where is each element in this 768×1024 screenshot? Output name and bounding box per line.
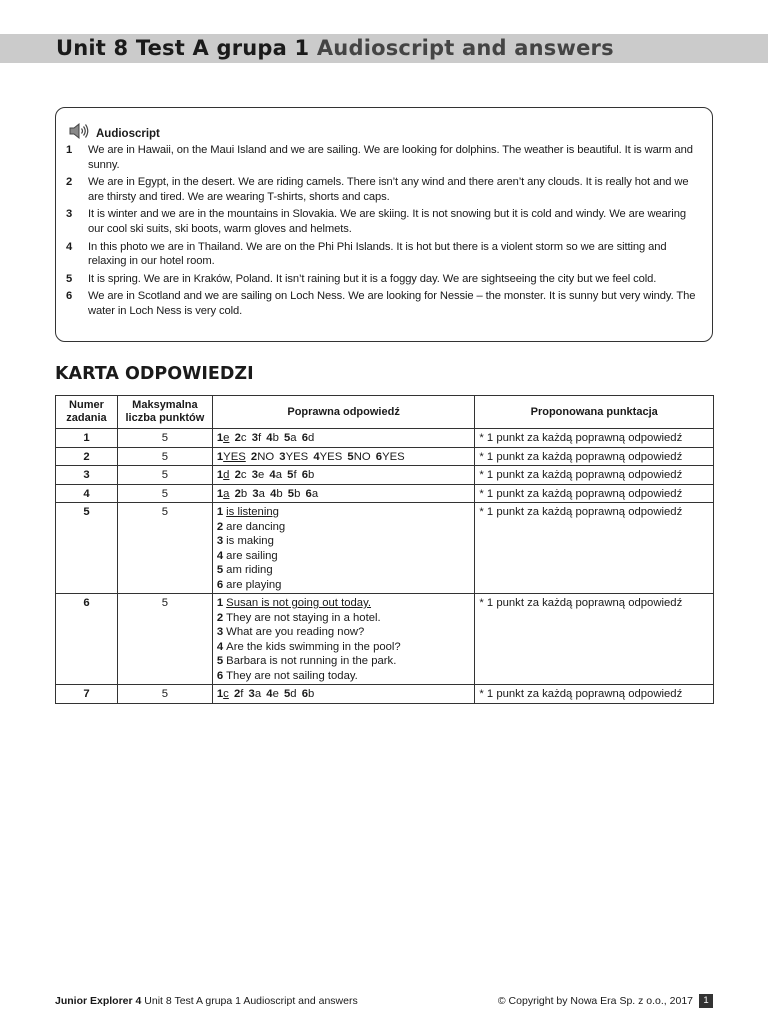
answer-value: Barbara is not running in the park.: [226, 655, 397, 667]
task-number: 3: [56, 466, 118, 485]
answer-pair: [302, 432, 316, 444]
answer-value: YES: [319, 450, 343, 463]
max-points: 5: [117, 429, 212, 448]
answer-value: a: [258, 487, 265, 500]
answer-index: 1: [216, 432, 224, 444]
page-title-main: Unit 8 Test A grupa 1: [56, 36, 310, 60]
max-points: 5: [117, 484, 212, 503]
task-number: 2: [56, 447, 118, 466]
answer-index: 5: [284, 432, 291, 444]
answer-value: is making: [226, 535, 274, 547]
answer-value: YES: [382, 450, 405, 463]
page-number: 1: [699, 994, 713, 1008]
answer-value: b: [308, 688, 315, 700]
answer-pair: [347, 451, 371, 463]
audioscript-item: [66, 207, 702, 236]
table-row: [56, 429, 714, 448]
audioscript-item-number: 3: [66, 208, 73, 221]
answer-line: [217, 578, 471, 593]
scoring-note: * 1 punkt za każdą poprawną odpowiedź: [475, 466, 714, 485]
correct-answer: [212, 447, 475, 466]
answer-value: d: [290, 688, 297, 700]
answer-value: a: [275, 469, 283, 481]
answer-index: 6: [301, 469, 309, 481]
footer-book: Junior Explorer 4: [55, 995, 142, 1007]
answer-line: [217, 534, 471, 549]
col-header-correct-answer: Poprawna odpowiedź: [212, 396, 475, 429]
answer-value: What are you reading now?: [226, 626, 365, 638]
answer-line: [217, 611, 471, 626]
answer-index: 4: [270, 487, 277, 500]
answer-index: 1: [216, 688, 224, 700]
answer-value: f: [293, 469, 297, 481]
answer-value: are sailing: [226, 549, 278, 562]
answer-value: e: [223, 432, 230, 444]
answer-index: 1: [216, 450, 224, 463]
answer-index: 2: [233, 688, 241, 700]
audioscript-item: [66, 175, 702, 204]
audioscript-item: [66, 143, 702, 172]
answer-index: 4: [266, 688, 273, 700]
answer-pair: [252, 469, 266, 481]
answer-value: e: [257, 469, 265, 481]
correct-answer: [212, 594, 475, 685]
answer-index: 6: [301, 688, 309, 700]
answer-index: 2: [234, 469, 241, 481]
answer-index: 6: [301, 432, 309, 444]
col-header-number-l2: zadania: [66, 412, 107, 424]
answer-index: 1: [216, 469, 224, 481]
audioscript-label: Audioscript: [96, 127, 160, 140]
answer-index: 3: [251, 469, 258, 481]
answer-index: 6: [216, 578, 224, 591]
answer-index: 2: [216, 520, 224, 533]
audioscript-item-number: 1: [66, 144, 73, 156]
answer-value: c: [223, 688, 229, 700]
table-row: [56, 503, 714, 594]
answer-value: c: [240, 432, 247, 444]
task-number: 6: [56, 594, 118, 685]
answer-index: 5: [216, 564, 224, 576]
answer-value: are playing: [226, 578, 282, 591]
scoring-note: * 1 punkt za każdą poprawną odpowiedź: [475, 503, 714, 594]
footer-doc: Unit 8 Test A grupa 1 Audioscript and answers: [144, 995, 358, 1007]
audioscript-item-text: It is spring. We are in Kraków, Poland. It isn’t raining but it is a foggy day. We are sightseeing the city but we feel cold.: [88, 272, 657, 285]
table-header-row: [56, 396, 714, 429]
answer-index: 4: [216, 640, 224, 653]
answer-pair: [284, 688, 298, 700]
answer-value: d: [223, 469, 230, 481]
correct-answer: [212, 503, 475, 594]
audioscript-item-text: In this photo we are in Thailand. We are on the Phi Phi Islands. It is hot but there is a violent storm so we are sitting and relaxing in our hotel room.: [88, 240, 667, 268]
answer-index: 5: [287, 469, 294, 481]
answer-pair: [284, 432, 298, 444]
table-row: [56, 484, 714, 503]
answer-pair: [235, 469, 248, 481]
scoring-note: * 1 punkt za każdą poprawną odpowiedź: [475, 685, 714, 704]
footer-copyright: © Copyright by Nowa Era Sp. z o.o., 2017: [497, 995, 693, 1007]
answer-value: b: [308, 469, 315, 481]
answer-index: 6: [375, 450, 383, 463]
answer-line: [217, 640, 471, 655]
correct-answer: [212, 429, 475, 448]
answer-pair: [217, 469, 231, 481]
answer-value: YES: [223, 450, 246, 463]
answer-index: 1: [216, 506, 224, 518]
answer-pair: [266, 688, 280, 700]
answer-line: [217, 625, 471, 640]
audioscript-item-number: 5: [66, 272, 73, 285]
answer-index: 2: [250, 450, 258, 463]
audioscript-item-text: We are in Egypt, in the desert. We are riding camels. There isn’t any wind and there aren’t any clouds. It is really hot and we are thirsty and tired. We are wearing T-shirts, shorts and caps.: [88, 176, 689, 203]
answer-pair: [251, 451, 275, 463]
answer-index: 6: [216, 669, 224, 682]
answer-pair: [252, 432, 262, 444]
answer-line: [217, 669, 471, 684]
col-header-max-l1: Maksymalna: [132, 399, 198, 411]
answer-index: 5: [216, 655, 224, 667]
answer-pair: [287, 469, 297, 481]
answer-pair: [306, 488, 320, 500]
answer-value: b: [272, 432, 279, 444]
col-header-number-l1: Numer: [69, 399, 104, 411]
answer-line: [217, 563, 471, 578]
answer-index: 2: [234, 432, 241, 444]
page-title-sub: Audioscript and answers: [316, 36, 614, 60]
answer-index: 2: [234, 487, 241, 500]
answer-pair: [234, 688, 244, 700]
col-header-max-l2: liczba punktów: [125, 412, 205, 424]
answer-index: 1: [216, 597, 224, 609]
page-title: [56, 36, 614, 60]
answer-index: 2: [216, 611, 224, 624]
answer-pair: [302, 469, 316, 481]
answer-pair: [249, 688, 263, 700]
answer-line: [217, 596, 471, 611]
answer-value: b: [276, 487, 283, 500]
answer-pair: [217, 488, 231, 500]
col-header-scoring: Proponowana punktacja: [475, 396, 714, 429]
max-points: 5: [117, 594, 212, 685]
answer-pair: [235, 432, 248, 444]
answer-index: 4: [266, 432, 273, 444]
answer-value: f: [240, 688, 244, 700]
correct-answer: [212, 685, 475, 704]
answer-index: 3: [279, 450, 286, 463]
answer-pair: [376, 451, 406, 463]
answer-line: [217, 654, 471, 669]
scoring-note: * 1 punkt za każdą poprawną odpowiedź: [475, 429, 714, 448]
answer-index: 6: [305, 487, 312, 500]
audioscript-list: [66, 143, 702, 322]
answer-value: They are not staying in a hotel.: [226, 611, 381, 624]
answer-value: Are the kids swimming in the pool?: [226, 640, 401, 653]
col-header-max-points: [117, 396, 212, 429]
answer-index: 3: [248, 688, 255, 700]
answer-index: 1: [216, 487, 224, 500]
correct-answer: [212, 484, 475, 503]
answer-pair: [288, 488, 302, 500]
max-points: 5: [117, 685, 212, 704]
answer-index: 5: [287, 487, 295, 500]
answer-value: is listening: [226, 506, 279, 518]
answer-value: a: [311, 487, 319, 500]
answer-value: a: [223, 487, 230, 500]
answer-line: [217, 549, 471, 564]
answer-pair: [313, 451, 343, 463]
correct-answer: [212, 466, 475, 485]
answer-value: are dancing: [226, 520, 286, 533]
answer-line: [217, 520, 471, 535]
answer-value: d: [308, 432, 315, 444]
answer-pair: [235, 488, 249, 500]
audioscript-item-number: 2: [66, 176, 73, 189]
answer-value: am riding: [226, 564, 273, 576]
answer-index: 4: [313, 450, 320, 463]
answer-value: a: [290, 432, 297, 444]
answer-line: [217, 505, 471, 520]
answer-index: 3: [216, 535, 224, 547]
answer-index: 4: [216, 549, 224, 562]
answer-value: c: [240, 469, 247, 481]
max-points: 5: [117, 503, 212, 594]
table-row: [56, 685, 714, 704]
answer-value: b: [240, 487, 248, 500]
answer-value: e: [272, 688, 279, 700]
task-number: 1: [56, 429, 118, 448]
answer-pair: [217, 688, 230, 700]
title-bar: [0, 34, 768, 63]
answer-pair: [279, 451, 309, 463]
answer-index: 3: [251, 432, 258, 444]
table-row: [56, 594, 714, 685]
answer-pair: [270, 488, 284, 500]
audioscript-item-number: 6: [66, 290, 73, 303]
audioscript-item-text: We are in Hawaii, on the Maui Island and we are sailing. We are looking for dolphins. The weather is beautiful. It is warm and sunny.: [88, 144, 693, 171]
answer-index: 3: [216, 626, 224, 638]
answer-pair: [269, 469, 283, 481]
answer-value: a: [254, 688, 262, 700]
answer-table: [55, 395, 714, 704]
answer-value: YES: [285, 450, 309, 463]
answer-sheet-heading: KARTA ODPOWIEDZI: [55, 364, 254, 384]
audioscript-box: [55, 107, 713, 342]
audioscript-item-number: 4: [66, 240, 73, 253]
answer-index: 5: [284, 688, 291, 700]
task-number: 5: [56, 503, 118, 594]
max-points: 5: [117, 466, 212, 485]
max-points: 5: [117, 447, 212, 466]
audioscript-item-text: It is winter and we are in the mountains in Slovakia. We are skiing. It is not snowing but it is cold and windy. We are wearing our cool ski suits, ski boots, warm gloves and helmets.: [88, 208, 686, 235]
scoring-note: * 1 punkt za każdą poprawną odpowiedź: [475, 447, 714, 466]
answer-value: Susan is not going out today.: [226, 597, 372, 609]
answer-index: 4: [269, 469, 276, 481]
audioscript-item: [66, 272, 702, 287]
audioscript-item: [66, 240, 702, 269]
answer-value: They are not sailing today.: [226, 669, 358, 682]
table-row: [56, 447, 714, 466]
answer-index: 5: [347, 450, 354, 463]
table-row: [56, 466, 714, 485]
answer-value: f: [257, 432, 262, 444]
scoring-note: * 1 punkt za każdą poprawną odpowiedź: [475, 594, 714, 685]
answer-value: NO: [257, 450, 275, 463]
scoring-note: * 1 punkt za każdą poprawną odpowiedź: [475, 484, 714, 503]
audioscript-item-text: We are in Scotland and we are sailing on Loch Ness. We are looking for Nessie – the monster. It is sunny but very windy. The water in Loch Ness is very cold.: [88, 290, 696, 317]
task-number: 4: [56, 484, 118, 503]
answer-pair: [217, 432, 231, 444]
answer-value: NO: [353, 450, 371, 463]
col-header-number: [56, 396, 118, 429]
answer-value: b: [294, 487, 301, 500]
answer-index: 3: [252, 487, 259, 500]
footer-title: [55, 995, 358, 1007]
answer-pair: [266, 432, 280, 444]
answer-pair: [252, 488, 266, 500]
answer-pair: [302, 688, 316, 700]
task-number: 7: [56, 685, 118, 704]
audioscript-item: [66, 289, 702, 318]
answer-pair: [217, 451, 247, 463]
